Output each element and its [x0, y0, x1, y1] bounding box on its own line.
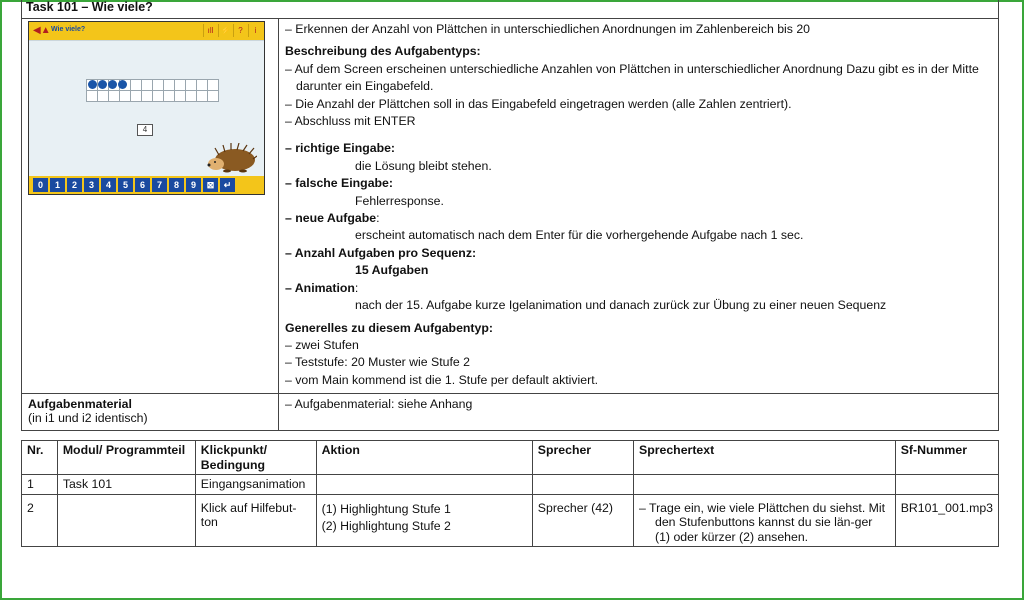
header-klickpunkt: Klickpunkt/ Bedingung: [195, 441, 316, 475]
task-spec-table: [21, 0, 999, 431]
token: [88, 80, 97, 89]
description-heading: Beschreibung des Aufgabentyps:: [285, 44, 481, 59]
key-1[interactable]: 1: [50, 178, 65, 192]
key-5[interactable]: 5: [118, 178, 133, 192]
speaker-text: – Trage ein, wie viele Plättchen du siehst. Mit den Stufenbuttons kannst du sie län-ger (1) oder kürzer (2) ansehen.: [639, 500, 886, 544]
app-header-icons: [203, 24, 262, 37]
task-count-text: 15 Aufgaben: [355, 263, 429, 278]
app-screenshot: [28, 21, 265, 195]
header-sprechertext: Sprechertext: [634, 441, 896, 475]
cell-aktion: [316, 494, 532, 547]
new-task-colon: :: [376, 211, 380, 226]
material-label: Aufgabenmaterial: [28, 397, 132, 411]
hedgehog-icon: [207, 143, 257, 173]
script-table: [21, 440, 999, 547]
new-task-text: erscheint automatisch nach dem Enter für die vorhergehende Aufgabe nach 1 sec.: [355, 228, 804, 243]
app-screenshot-cell: [22, 19, 279, 394]
material-label-cell: [22, 394, 279, 431]
table-row: [22, 475, 999, 495]
answer-input[interactable]: 4: [137, 124, 153, 136]
app-title: Wie viele?: [51, 26, 86, 33]
task-description: [279, 19, 999, 394]
task-title: Task 101 – Wie viele?: [22, 0, 999, 19]
cell-sprechertext: [634, 475, 896, 495]
key-8[interactable]: 8: [169, 178, 184, 192]
cell-klickpunkt: Klick auf Hilfebut-ton: [195, 494, 316, 547]
animation-text: nach der 15. Aufgabe kurze Igelanimation und danach zurück zur Übung zu einer neuen Sequenz: [355, 298, 887, 313]
key-6[interactable]: 6: [135, 178, 150, 192]
help-icon[interactable]: ?: [233, 24, 247, 37]
animation-colon: :: [354, 280, 359, 295]
header-sf-nummer: Sf-Nummer: [895, 441, 998, 475]
cell-nr: 1: [22, 475, 58, 495]
intro-text: – Erkennen der Anzahl von Plättchen in unterschiedlichen Anordnungen im Zahlenbereich bis 20: [285, 22, 811, 36]
material-text: – Aufgabenmaterial: siehe Anhang: [279, 394, 999, 431]
key-2[interactable]: 2: [67, 178, 82, 192]
app-header: [29, 22, 264, 40]
token: [118, 80, 127, 89]
description-line: – Abschluss mit ENTER: [285, 114, 416, 129]
general-line: – vom Main kommend ist die 1. Stufe per default aktiviert.: [285, 372, 599, 387]
key-0[interactable]: 0: [33, 178, 48, 192]
table-row: [22, 494, 999, 547]
animation-label: – Animation: [285, 280, 355, 295]
description-line: – Die Anzahl der Plättchen soll in das Eingabefeld eingetragen werden (alle Zahlen zentriert).: [285, 96, 792, 111]
lightning-icon[interactable]: ⚡: [218, 24, 232, 37]
correct-input-label: – richtige Eingabe:: [285, 141, 396, 156]
delete-key-icon[interactable]: ⊠: [203, 178, 218, 192]
header-modul: Modul/ Programmteil: [57, 441, 195, 475]
general-line: – Teststufe: 20 Muster wie Stufe 2: [285, 355, 471, 370]
task-count-label: – Anzahl Aufgaben pro Sequenz:: [285, 245, 477, 260]
general-heading: Generelles zu diesem Aufgabentyp:: [285, 320, 493, 335]
cell-sprechertext: [634, 494, 896, 547]
cell-sprecher: Sprecher (42): [532, 494, 633, 547]
token: [108, 80, 117, 89]
cell-sf-nummer: BR101_001.mp3: [895, 494, 998, 547]
key-7[interactable]: 7: [152, 178, 167, 192]
enter-key-icon[interactable]: ↵: [220, 178, 235, 192]
cell-aktion-line: (1) Highlightung Stufe 1: [321, 501, 451, 516]
key-4[interactable]: 4: [101, 178, 116, 192]
token-row: [88, 80, 127, 89]
cell-klickpunkt: Eingangsanimation: [195, 475, 316, 495]
cell-sf-nummer: [895, 475, 998, 495]
header-aktion: Aktion: [316, 441, 532, 475]
number-keypad: [29, 176, 264, 194]
cell-modul: Task 101: [57, 475, 195, 495]
app-workspace: [29, 40, 264, 177]
cell-modul: [57, 494, 195, 547]
signal-icon[interactable]: ıll: [203, 24, 217, 37]
warning-icon[interactable]: ◀▲: [33, 25, 51, 36]
cell-aktion-line: (2) Highlightung Stufe 2: [321, 518, 451, 533]
correct-input-text: die Lösung bleibt stehen.: [355, 158, 492, 173]
general-line: – zwei Stufen: [285, 337, 359, 352]
key-9[interactable]: 9: [186, 178, 201, 192]
cell-sprecher: [532, 475, 633, 495]
key-3[interactable]: 3: [84, 178, 99, 192]
cell-nr: 2: [22, 494, 58, 547]
header-nr: Nr.: [22, 441, 58, 475]
token: [98, 80, 107, 89]
material-sublabel: (in i1 und i2 identisch): [28, 411, 148, 425]
wrong-input-text: Fehlerresponse.: [355, 193, 444, 208]
header-sprecher: Sprecher: [532, 441, 633, 475]
description-line: – Auf dem Screen erscheinen unterschiedliche Anzahlen von Plättchen in unterschiedlicher Anordnung Dazu gibt es in der Mitte darunter ein Eingabefeld.: [285, 61, 979, 94]
new-task-label: – neue Aufgabe: [285, 211, 377, 226]
wrong-input-label: – falsche Eingabe:: [285, 176, 393, 191]
cell-aktion: [316, 475, 532, 495]
info-icon[interactable]: i: [248, 24, 262, 37]
